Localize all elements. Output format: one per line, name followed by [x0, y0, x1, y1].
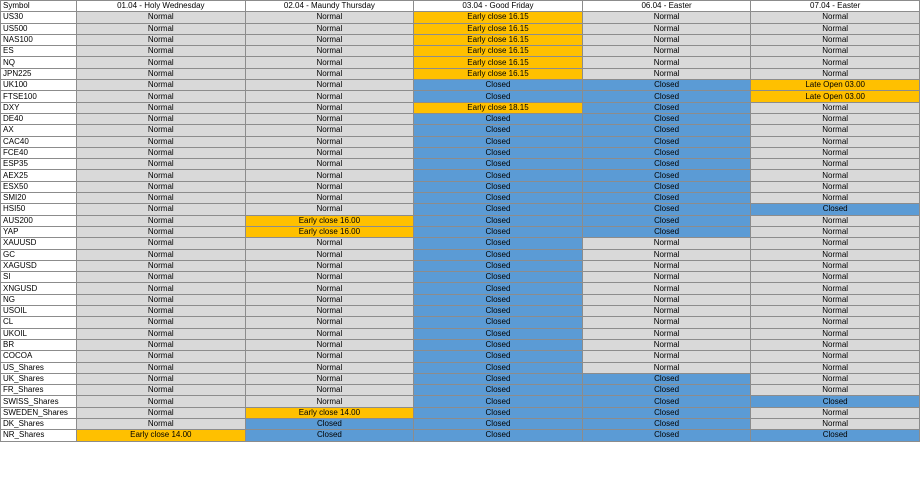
symbol-cell[interactable]: FCE40 — [1, 147, 77, 158]
status-cell[interactable]: Normal — [245, 283, 414, 294]
status-cell[interactable]: Closed — [414, 125, 583, 136]
symbol-cell[interactable]: USOIL — [1, 306, 77, 317]
table-row — [1, 396, 920, 407]
status-cell[interactable]: Normal — [77, 306, 246, 317]
table-row — [1, 339, 920, 350]
table-row — [1, 102, 920, 113]
symbol-cell[interactable]: COCOA — [1, 351, 77, 362]
status-cell[interactable]: Normal — [77, 159, 246, 170]
table-row — [1, 385, 920, 396]
symbol-cell[interactable]: XNGUSD — [1, 283, 77, 294]
status-cell[interactable]: Closed — [582, 113, 751, 124]
status-cell[interactable]: Closed — [582, 407, 751, 418]
status-cell[interactable]: Normal — [245, 238, 414, 249]
status-cell[interactable]: Closed — [582, 193, 751, 204]
status-cell[interactable]: Normal — [582, 283, 751, 294]
status-cell[interactable]: Early close 16.15 — [414, 68, 583, 79]
status-cell[interactable]: Closed — [582, 385, 751, 396]
status-cell[interactable]: Closed — [414, 91, 583, 102]
table-row — [1, 249, 920, 260]
status-cell[interactable]: Normal — [245, 170, 414, 181]
table-row — [1, 80, 920, 91]
status-cell[interactable]: Normal — [751, 34, 920, 45]
status-cell[interactable]: Closed — [414, 272, 583, 283]
symbol-cell[interactable]: US30 — [1, 12, 77, 23]
status-cell[interactable]: Early close 16.15 — [414, 57, 583, 68]
column-header-day-5[interactable]: 07.04 - Easter — [751, 1, 920, 12]
status-cell[interactable]: Normal — [77, 283, 246, 294]
status-cell[interactable]: Closed — [582, 418, 751, 429]
status-cell[interactable]: Closed — [582, 147, 751, 158]
status-cell[interactable]: Closed — [751, 204, 920, 215]
status-cell[interactable]: Closed — [582, 80, 751, 91]
symbol-cell[interactable]: GC — [1, 249, 77, 260]
status-cell[interactable]: Closed — [414, 294, 583, 305]
status-cell[interactable]: Closed — [414, 396, 583, 407]
status-cell[interactable]: Normal — [751, 249, 920, 260]
status-cell[interactable]: Closed — [751, 430, 920, 441]
status-cell[interactable]: Closed — [414, 430, 583, 441]
status-cell[interactable]: Closed — [582, 396, 751, 407]
status-cell[interactable]: Normal — [245, 193, 414, 204]
table-row — [1, 260, 920, 271]
table-row — [1, 23, 920, 34]
symbol-cell[interactable]: SMI20 — [1, 193, 77, 204]
status-cell[interactable]: Normal — [77, 12, 246, 23]
status-cell[interactable]: Normal — [245, 68, 414, 79]
status-cell[interactable]: Normal — [751, 46, 920, 57]
table-row — [1, 181, 920, 192]
status-cell[interactable]: Closed — [414, 351, 583, 362]
status-cell[interactable]: Normal — [582, 249, 751, 260]
status-cell[interactable]: Normal — [582, 317, 751, 328]
status-cell[interactable]: Early close 16.15 — [414, 34, 583, 45]
status-cell[interactable]: Normal — [77, 238, 246, 249]
symbol-cell[interactable]: DK_Shares — [1, 418, 77, 429]
column-header-day-1[interactable]: 01.04 - Holy Wednesday — [77, 1, 246, 12]
status-cell[interactable]: Normal — [245, 362, 414, 373]
status-cell[interactable]: Normal — [245, 12, 414, 23]
status-cell[interactable]: Normal — [77, 80, 246, 91]
symbol-cell[interactable]: CL — [1, 317, 77, 328]
status-cell[interactable]: Normal — [582, 339, 751, 350]
symbol-cell[interactable]: AEX25 — [1, 170, 77, 181]
status-cell[interactable]: Closed — [414, 170, 583, 181]
symbol-cell[interactable]: US_Shares — [1, 362, 77, 373]
symbol-cell[interactable]: AUS200 — [1, 215, 77, 226]
status-cell[interactable]: Normal — [77, 91, 246, 102]
status-cell[interactable]: Closed — [582, 170, 751, 181]
status-cell[interactable]: Normal — [751, 260, 920, 271]
table-row — [1, 170, 920, 181]
status-cell[interactable]: Closed — [582, 102, 751, 113]
status-cell[interactable]: Normal — [77, 215, 246, 226]
status-cell[interactable]: Closed — [414, 306, 583, 317]
status-cell[interactable]: Normal — [751, 317, 920, 328]
status-cell[interactable]: Normal — [751, 328, 920, 339]
status-cell[interactable]: Closed — [414, 113, 583, 124]
status-cell[interactable]: Normal — [245, 328, 414, 339]
status-cell[interactable]: Normal — [245, 80, 414, 91]
header-row — [1, 1, 920, 12]
status-cell[interactable]: Normal — [245, 34, 414, 45]
status-cell[interactable]: Closed — [582, 215, 751, 226]
symbol-cell[interactable]: NR_Shares — [1, 430, 77, 441]
status-cell[interactable]: Closed — [582, 125, 751, 136]
symbol-cell[interactable]: NAS100 — [1, 34, 77, 45]
status-cell[interactable]: Normal — [77, 226, 246, 237]
status-cell[interactable]: Normal — [751, 113, 920, 124]
status-cell[interactable]: Closed — [414, 215, 583, 226]
table-row — [1, 136, 920, 147]
status-cell[interactable]: Early close 16.00 — [245, 215, 414, 226]
symbol-cell[interactable]: ES — [1, 46, 77, 57]
status-cell[interactable]: Normal — [77, 147, 246, 158]
table-row — [1, 147, 920, 158]
status-cell[interactable]: Closed — [582, 159, 751, 170]
table-row — [1, 362, 920, 373]
status-cell[interactable]: Normal — [582, 294, 751, 305]
status-cell[interactable]: Closed — [582, 181, 751, 192]
table-row — [1, 159, 920, 170]
status-cell[interactable]: Normal — [77, 193, 246, 204]
status-cell[interactable]: Normal — [751, 23, 920, 34]
symbol-cell[interactable]: AX — [1, 125, 77, 136]
symbol-cell[interactable]: XAUUSD — [1, 238, 77, 249]
status-cell[interactable]: Late Open 03.00 — [751, 91, 920, 102]
status-cell[interactable]: Normal — [582, 23, 751, 34]
status-cell[interactable]: Normal — [77, 46, 246, 57]
status-cell[interactable]: Early close 14.00 — [245, 407, 414, 418]
column-header-day-3[interactable]: 03.04 - Good Friday — [414, 1, 583, 12]
status-cell[interactable]: Normal — [582, 46, 751, 57]
status-cell[interactable]: Normal — [751, 125, 920, 136]
status-cell[interactable]: Normal — [77, 317, 246, 328]
status-cell[interactable]: Normal — [582, 328, 751, 339]
status-cell[interactable]: Normal — [245, 159, 414, 170]
table-row — [1, 283, 920, 294]
status-cell[interactable]: Closed — [414, 249, 583, 260]
status-cell[interactable]: Closed — [414, 385, 583, 396]
status-cell[interactable]: Normal — [582, 238, 751, 249]
status-cell[interactable]: Normal — [751, 407, 920, 418]
status-cell[interactable]: Early close 16.15 — [414, 12, 583, 23]
status-cell[interactable]: Normal — [77, 170, 246, 181]
status-cell[interactable]: Normal — [245, 46, 414, 57]
status-cell[interactable]: Closed — [414, 362, 583, 373]
column-header-day-2[interactable]: 02.04 - Maundy Thursday — [245, 1, 414, 12]
symbol-cell[interactable]: YAP — [1, 226, 77, 237]
status-cell[interactable]: Normal — [77, 396, 246, 407]
status-cell[interactable]: Normal — [77, 351, 246, 362]
status-cell[interactable]: Normal — [751, 193, 920, 204]
symbol-cell[interactable]: FTSE100 — [1, 91, 77, 102]
status-cell[interactable]: Closed — [582, 373, 751, 384]
status-cell[interactable]: Normal — [77, 23, 246, 34]
status-cell[interactable]: Normal — [245, 57, 414, 68]
status-cell[interactable]: Closed — [582, 430, 751, 441]
symbol-cell[interactable]: XAGUSD — [1, 260, 77, 271]
status-cell[interactable]: Normal — [245, 136, 414, 147]
status-cell[interactable]: Normal — [582, 12, 751, 23]
symbol-cell[interactable]: FR_Shares — [1, 385, 77, 396]
status-cell[interactable]: Normal — [245, 260, 414, 271]
status-cell[interactable]: Normal — [751, 147, 920, 158]
status-cell[interactable]: Normal — [77, 260, 246, 271]
symbol-cell[interactable]: DE40 — [1, 113, 77, 124]
status-cell[interactable]: Normal — [77, 57, 246, 68]
symbol-cell[interactable]: ESX50 — [1, 181, 77, 192]
status-cell[interactable]: Normal — [77, 249, 246, 260]
symbol-cell[interactable]: UK_Shares — [1, 373, 77, 384]
status-cell[interactable]: Normal — [751, 238, 920, 249]
status-cell[interactable]: Closed — [414, 283, 583, 294]
symbol-cell[interactable]: SWEDEN_Shares — [1, 407, 77, 418]
status-cell[interactable]: Normal — [751, 373, 920, 384]
status-cell[interactable]: Normal — [77, 68, 246, 79]
status-cell[interactable]: Closed — [414, 418, 583, 429]
status-cell[interactable]: Normal — [245, 306, 414, 317]
status-cell[interactable]: Normal — [245, 102, 414, 113]
status-cell[interactable]: Early close 14.00 — [77, 430, 246, 441]
table-row — [1, 215, 920, 226]
symbol-cell[interactable]: JPN225 — [1, 68, 77, 79]
status-cell[interactable]: Normal — [77, 407, 246, 418]
status-cell[interactable]: Normal — [751, 68, 920, 79]
status-cell[interactable]: Normal — [582, 260, 751, 271]
status-cell[interactable]: Normal — [245, 272, 414, 283]
status-cell[interactable]: Closed — [414, 373, 583, 384]
status-cell[interactable]: Normal — [245, 351, 414, 362]
status-cell[interactable]: Closed — [414, 147, 583, 158]
column-header-day-4[interactable]: 06.04 - Easter — [582, 1, 751, 12]
table-row — [1, 46, 920, 57]
status-cell[interactable]: Normal — [245, 385, 414, 396]
status-cell[interactable]: Normal — [77, 136, 246, 147]
table-row — [1, 91, 920, 102]
status-cell[interactable]: Normal — [582, 68, 751, 79]
table-row — [1, 226, 920, 237]
status-cell[interactable]: Normal — [751, 159, 920, 170]
status-cell[interactable]: Closed — [414, 181, 583, 192]
table-row — [1, 193, 920, 204]
status-cell[interactable]: Normal — [751, 102, 920, 113]
status-cell[interactable]: Closed — [582, 226, 751, 237]
status-cell[interactable]: Closed — [582, 136, 751, 147]
table-row — [1, 294, 920, 305]
table-row — [1, 418, 920, 429]
table-row — [1, 317, 920, 328]
table-row — [1, 272, 920, 283]
symbol-cell[interactable]: SI — [1, 272, 77, 283]
symbol-cell[interactable]: NG — [1, 294, 77, 305]
status-cell[interactable]: Normal — [582, 362, 751, 373]
status-cell[interactable]: Normal — [77, 373, 246, 384]
status-cell[interactable]: Normal — [751, 181, 920, 192]
status-cell[interactable]: Closed — [582, 91, 751, 102]
status-cell[interactable]: Normal — [751, 283, 920, 294]
status-cell[interactable]: Closed — [414, 159, 583, 170]
status-cell[interactable]: Late Open 03.00 — [751, 80, 920, 91]
status-cell[interactable]: Normal — [245, 249, 414, 260]
table-row — [1, 407, 920, 418]
status-cell[interactable]: Closed — [245, 430, 414, 441]
status-cell[interactable]: Normal — [77, 362, 246, 373]
status-cell[interactable]: Normal — [245, 339, 414, 350]
status-cell[interactable]: Early close 18.15 — [414, 102, 583, 113]
table-row — [1, 12, 920, 23]
table-body — [1, 12, 920, 441]
symbol-cell[interactable]: UKOIL — [1, 328, 77, 339]
status-cell[interactable]: Normal — [77, 125, 246, 136]
symbol-cell[interactable]: BR — [1, 339, 77, 350]
table-row — [1, 430, 920, 441]
status-cell[interactable]: Normal — [751, 351, 920, 362]
table-row — [1, 328, 920, 339]
status-cell[interactable]: Normal — [751, 385, 920, 396]
status-cell[interactable]: Closed — [414, 317, 583, 328]
table-header — [1, 1, 920, 12]
status-cell[interactable]: Normal — [751, 170, 920, 181]
status-cell[interactable]: Normal — [77, 272, 246, 283]
status-cell[interactable]: Normal — [77, 294, 246, 305]
status-cell[interactable]: Normal — [751, 294, 920, 305]
status-cell[interactable]: Normal — [77, 385, 246, 396]
status-cell[interactable]: Closed — [414, 204, 583, 215]
status-cell[interactable]: Normal — [77, 181, 246, 192]
status-cell[interactable]: Normal — [77, 113, 246, 124]
column-header-symbol[interactable]: Symbol — [1, 1, 77, 12]
status-cell[interactable]: Normal — [582, 34, 751, 45]
status-cell[interactable]: Closed — [414, 193, 583, 204]
status-cell[interactable]: Normal — [751, 272, 920, 283]
status-cell[interactable]: Normal — [582, 57, 751, 68]
table-row — [1, 113, 920, 124]
table-row — [1, 57, 920, 68]
status-cell[interactable]: Closed — [582, 204, 751, 215]
status-cell[interactable]: Closed — [414, 226, 583, 237]
status-cell[interactable]: Early close 16.00 — [245, 226, 414, 237]
status-cell[interactable]: Normal — [751, 12, 920, 23]
status-cell[interactable]: Normal — [245, 113, 414, 124]
status-cell[interactable]: Closed — [414, 328, 583, 339]
symbol-cell[interactable]: SWISS_Shares — [1, 396, 77, 407]
status-cell[interactable]: Normal — [751, 362, 920, 373]
status-cell[interactable]: Early close 16.15 — [414, 46, 583, 57]
symbol-cell[interactable]: DXY — [1, 102, 77, 113]
status-cell[interactable]: Closed — [751, 396, 920, 407]
status-cell[interactable]: Normal — [77, 328, 246, 339]
symbol-cell[interactable]: NQ — [1, 57, 77, 68]
status-cell[interactable]: Normal — [245, 373, 414, 384]
status-cell[interactable]: Closed — [245, 418, 414, 429]
status-cell[interactable]: Normal — [245, 317, 414, 328]
table-row — [1, 373, 920, 384]
status-cell[interactable]: Early close 16.15 — [414, 23, 583, 34]
status-cell[interactable]: Normal — [751, 339, 920, 350]
status-cell[interactable]: Normal — [245, 125, 414, 136]
status-cell[interactable]: Normal — [245, 91, 414, 102]
table-row — [1, 68, 920, 79]
status-cell[interactable]: Normal — [245, 396, 414, 407]
status-cell[interactable]: Normal — [582, 272, 751, 283]
status-cell[interactable]: Normal — [582, 306, 751, 317]
status-cell[interactable]: Normal — [77, 102, 246, 113]
symbol-cell[interactable]: CAC40 — [1, 136, 77, 147]
table-row — [1, 238, 920, 249]
status-cell[interactable]: Normal — [245, 23, 414, 34]
status-cell[interactable]: Closed — [414, 136, 583, 147]
status-cell[interactable]: Normal — [77, 339, 246, 350]
status-cell[interactable]: Normal — [751, 226, 920, 237]
status-cell[interactable]: Normal — [245, 204, 414, 215]
status-cell[interactable]: Closed — [414, 339, 583, 350]
status-cell[interactable]: Normal — [245, 294, 414, 305]
status-cell[interactable]: Normal — [751, 57, 920, 68]
table-row — [1, 125, 920, 136]
status-cell[interactable]: Normal — [77, 418, 246, 429]
table-row — [1, 204, 920, 215]
status-cell[interactable]: Normal — [751, 136, 920, 147]
status-cell[interactable]: Normal — [245, 181, 414, 192]
status-cell[interactable]: Closed — [414, 80, 583, 91]
status-cell[interactable]: Normal — [77, 204, 246, 215]
status-cell[interactable]: Normal — [77, 34, 246, 45]
status-cell[interactable]: Closed — [414, 407, 583, 418]
status-cell[interactable]: Closed — [414, 260, 583, 271]
table-row — [1, 34, 920, 45]
symbol-cell[interactable]: US500 — [1, 23, 77, 34]
status-cell[interactable]: Normal — [582, 351, 751, 362]
table-row — [1, 351, 920, 362]
status-cell[interactable]: Closed — [414, 238, 583, 249]
status-cell[interactable]: Normal — [751, 418, 920, 429]
table-row — [1, 306, 920, 317]
symbol-cell[interactable]: UK100 — [1, 80, 77, 91]
status-cell[interactable]: Normal — [751, 306, 920, 317]
symbol-cell[interactable]: ESP35 — [1, 159, 77, 170]
status-cell[interactable]: Normal — [751, 215, 920, 226]
status-cell[interactable]: Normal — [245, 147, 414, 158]
symbol-cell[interactable]: HSI50 — [1, 204, 77, 215]
